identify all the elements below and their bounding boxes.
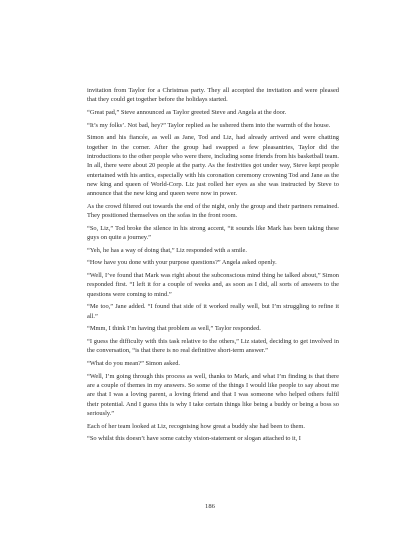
paragraph: As the crowd filtered out towards the end of the night, only the group and their partners remained. They positioned themselves on the sofas in the front room. (87, 202, 339, 220)
paragraph: invitation from Taylor for a Christmas party. They all accepted the invitation and were pleased that they could get together before the holidays started. (87, 87, 339, 104)
paragraph: “How have you done with your purpose questions?” Angela asked openly. (87, 259, 277, 267)
paragraph: “It’s my folks’. Not bad, hey?” Taylor replied as he ushered them into the warmth of the house. (87, 121, 331, 129)
page-number: 186 (205, 503, 215, 510)
paragraph: “Great pad,” Steve announced as Taylor greeted Steve and Angela at the door. (87, 108, 287, 116)
paragraph: “Well, I’m going through this process as well, thanks to Mark, and what I’m finding is that there are a couple of themes in my answers. So some of the things I would like people to say about me are that I was a loving parent, a loving friend and that I was someone who helped others fulfil their potential. And I guess this is why I take certain things like being a buddy or being a boss so seriously.” (87, 372, 339, 417)
paragraph: Each of her team looked at Liz, recognising how great a buddy she had been to them. (87, 422, 305, 430)
paragraph: “Me too,” Jane added. “I found that side of it worked really well, but I’m struggling to refine it all.” (87, 303, 339, 320)
paragraph: “So whilst this doesn’t have some catchy vision-statement or slogan attached to it, I (87, 435, 301, 443)
paragraph: “I guess the difficulty with this task relative to the others,” Liz stated, deciding to get involved in the conversation, “is that there is no real definitive short-term answer.” (87, 338, 339, 355)
paragraph: “So, Liz,” Tod broke the silence in his strong accent, “it sounds like Mark has been taking these guys on quite a journey.” (87, 224, 339, 242)
paragraph: Simon and his fiancée, as well as Jane, Tod and Liz, had already arrived and were chatting together in the corner. After the group had swapped a few pleasantries, Taylor did the introductions to the other people who were there, including some friends from his basketball team. In all, there were about 20 people at the party. As the festivities got under way, Steve kept people entertained with his antics, especially with his coronation ceremony crowning Tod and Jane as the new king and queen of World-Corp. Liz just rolled her eyes as she was instructed by Steve to announce that the new king and queen were now in power. (87, 134, 340, 198)
paragraph: “What do you mean?” Simon asked. (87, 360, 180, 368)
body-text (87, 86, 339, 447)
paragraph: “Well, I’ve found that Mark was right about the subconscious mind thing he talked about,” Simon responded first. “I left it for a couple of weeks and, as soon as I did, all sorts of answers to the questions were coming to mind.” (87, 272, 339, 298)
paragraph: “Mmm, I think I’m having that problem as well,” Taylor responded. (87, 325, 261, 333)
paragraph: “Yeh, he has a way of doing that,” Liz responded with a smile. (87, 246, 247, 254)
